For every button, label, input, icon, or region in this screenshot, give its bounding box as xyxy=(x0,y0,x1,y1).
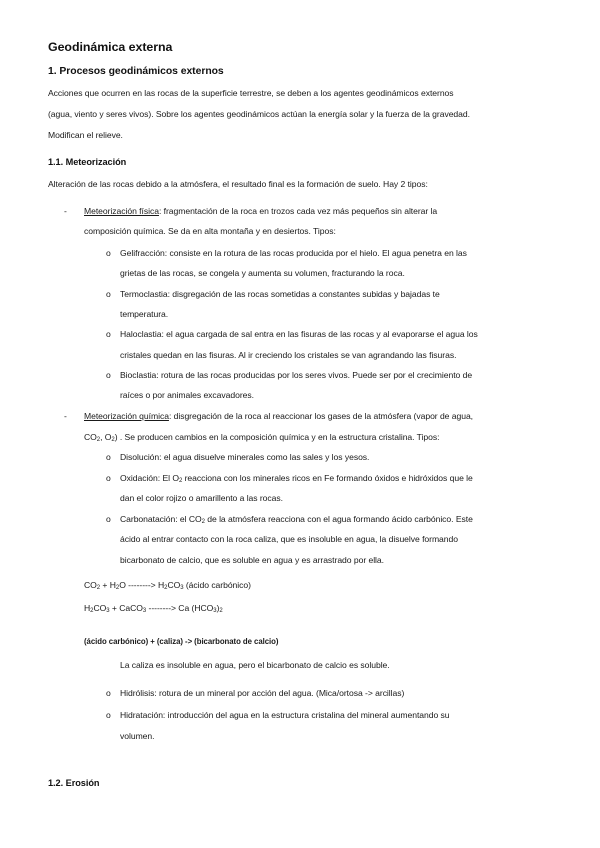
sub-item-line: Hidrólisis: rotura de un mineral por acción del agua. (Mica/ortosa -> arcillas) xyxy=(120,688,405,698)
circle-bullet: o xyxy=(106,370,111,380)
term-definition: : fragmentación de la roca en trozos cada vez más pequeños sin alterar la xyxy=(158,206,438,216)
subscript: 2 xyxy=(178,478,183,484)
note-line: La caliza es insoluble en agua, pero el bicarbonato de calcio es soluble. xyxy=(120,660,390,670)
subscript: 2 xyxy=(219,608,223,614)
subscript: 3 xyxy=(180,585,184,591)
list-item-line xyxy=(84,411,473,422)
sub-item-line: Haloclastia: el agua cargada de sal entra en las fisuras de las rocas y al evaporarse el agua los xyxy=(120,329,478,339)
section-1-2-heading: 1.2. Erosión xyxy=(48,778,100,788)
subscript: 2 xyxy=(164,585,168,591)
text-run: CO xyxy=(93,603,107,613)
circle-bullet: o xyxy=(106,248,111,258)
circle-bullet: o xyxy=(106,688,111,698)
sub-item-line: bicarbonato de calcio, que es soluble en agua y es arrastrado por ella. xyxy=(120,555,384,565)
paragraph-line: Modifican el relieve. xyxy=(48,130,123,140)
text-run: CO xyxy=(84,432,97,442)
sub-item-line: Bioclastia: rotura de las rocas producidas por los seres vivos. Puede ser por el crecimiento de xyxy=(120,370,473,380)
sub-item-line: grietas de las rocas, se congela y aumenta su volumen, fracturando la roca. xyxy=(120,268,405,278)
sub-item-line: raíces o por animales excavadores. xyxy=(120,390,254,400)
text-run: --------> Ca (HCO xyxy=(146,603,214,613)
paragraph-line: Acciones que ocurren en las rocas de la superficie terrestre, se deben a los agentes geodinámicos externos xyxy=(48,88,454,98)
subscript: 2 xyxy=(96,437,101,443)
term-meteorizacion-quimica: Meteorización química xyxy=(84,411,169,421)
list-item-line xyxy=(84,432,439,446)
term-meteorizacion-fisica: Meteorización física xyxy=(84,206,159,216)
text-run: + H xyxy=(100,580,116,590)
sub-item-line: ácido al entrar contacto con la roca caliza, que es insoluble en agua, la disuelve formando xyxy=(120,534,458,544)
sub-item-line: dan el color rojizo o amarillento a las rocas. xyxy=(120,493,283,503)
text-run: reacciona con los minerales ricos en Fe formando óxidos e hidróxidos que le xyxy=(182,473,473,483)
text-run: , O xyxy=(100,432,112,442)
text-run: Carbonatación: el CO xyxy=(120,514,202,524)
subscript: 2 xyxy=(96,585,101,591)
subscript: 3 xyxy=(213,608,217,614)
dash-bullet: - xyxy=(64,206,67,216)
circle-bullet: o xyxy=(106,514,111,524)
subscript: 2 xyxy=(111,437,115,443)
circle-bullet: o xyxy=(106,452,111,462)
sub-item-line: Disolución: el agua disuelve minerales como las sales y los yesos. xyxy=(120,452,370,462)
circle-bullet: o xyxy=(106,710,111,720)
text-run: + CaCO xyxy=(109,603,143,613)
sub-item-line: cristales quedan en las fisuras. Al ir creciendo los cristales se van agrandando las fisuras. xyxy=(120,350,457,360)
circle-bullet: o xyxy=(106,329,111,339)
circle-bullet: o xyxy=(106,289,111,299)
paragraph-line: Alteración de las rocas debido a la atmósfera, el resultado final es la formación de suelo. Hay 2 tipos: xyxy=(48,179,428,189)
subscript: 2 xyxy=(115,585,120,591)
sub-item-line: Gelifracción: consiste en la rotura de las rocas producida por el hielo. El agua penetra en las xyxy=(120,248,467,258)
equation-legend: (ácido carbónico) + (caliza) -> (bicarbonato de calcio) xyxy=(84,637,279,646)
text-run: O --------> H xyxy=(119,580,165,590)
circle-bullet: o xyxy=(106,473,111,483)
section-1-1-heading: 1.1. Meteorización xyxy=(48,157,127,167)
equation-1 xyxy=(84,580,251,594)
list-item-line: composición química. Se da en alta montaña y en desiertos. Tipos: xyxy=(84,226,336,236)
text-run: CO xyxy=(167,580,181,590)
sub-item-line xyxy=(120,473,473,487)
paragraph-line: (agua, viento y seres vivos). Sobre los agentes geodinámicos actúan la energía solar y la fuerza de la gravedad. xyxy=(48,109,470,119)
document-title: Geodinámica externa xyxy=(48,40,173,54)
dash-bullet: - xyxy=(64,411,67,421)
subscript: 2 xyxy=(90,608,94,614)
text-run: ) xyxy=(216,603,220,613)
sub-item-line: Termoclastia: disgregación de las rocas sometidas a constantes subidas y bajadas te xyxy=(120,289,440,299)
text-run: H xyxy=(84,603,91,613)
text-run: Oxidación: El O xyxy=(120,473,179,483)
text-run: CO xyxy=(84,580,97,590)
subscript: 2 xyxy=(201,519,205,525)
section-1-heading: 1. Procesos geodinámicos externos xyxy=(48,66,224,77)
sub-item-line: volumen. xyxy=(120,731,155,741)
equation-2 xyxy=(84,603,223,617)
sub-item-line: temperatura. xyxy=(120,309,169,319)
term-definition: : disgregación de la roca al reaccionar los gases de la atmósfera (vapor de agua, xyxy=(168,411,474,421)
text-run: (ácido carbónico) xyxy=(183,580,251,590)
subscript: 3 xyxy=(106,608,110,614)
sub-item-line: Hidratación: introducción del agua en la estructura cristalina del mineral aumentando su xyxy=(120,710,450,720)
subscript: 3 xyxy=(142,608,147,614)
text-run: de la atmósfera reacciona con el agua formando ácido carbónico. Este xyxy=(204,514,473,524)
sub-item-line xyxy=(120,514,473,528)
text-run: ) . Se producen cambios en la composición química y en la estructura cristalina. Tipos: xyxy=(114,432,440,442)
list-item-line xyxy=(84,206,437,217)
